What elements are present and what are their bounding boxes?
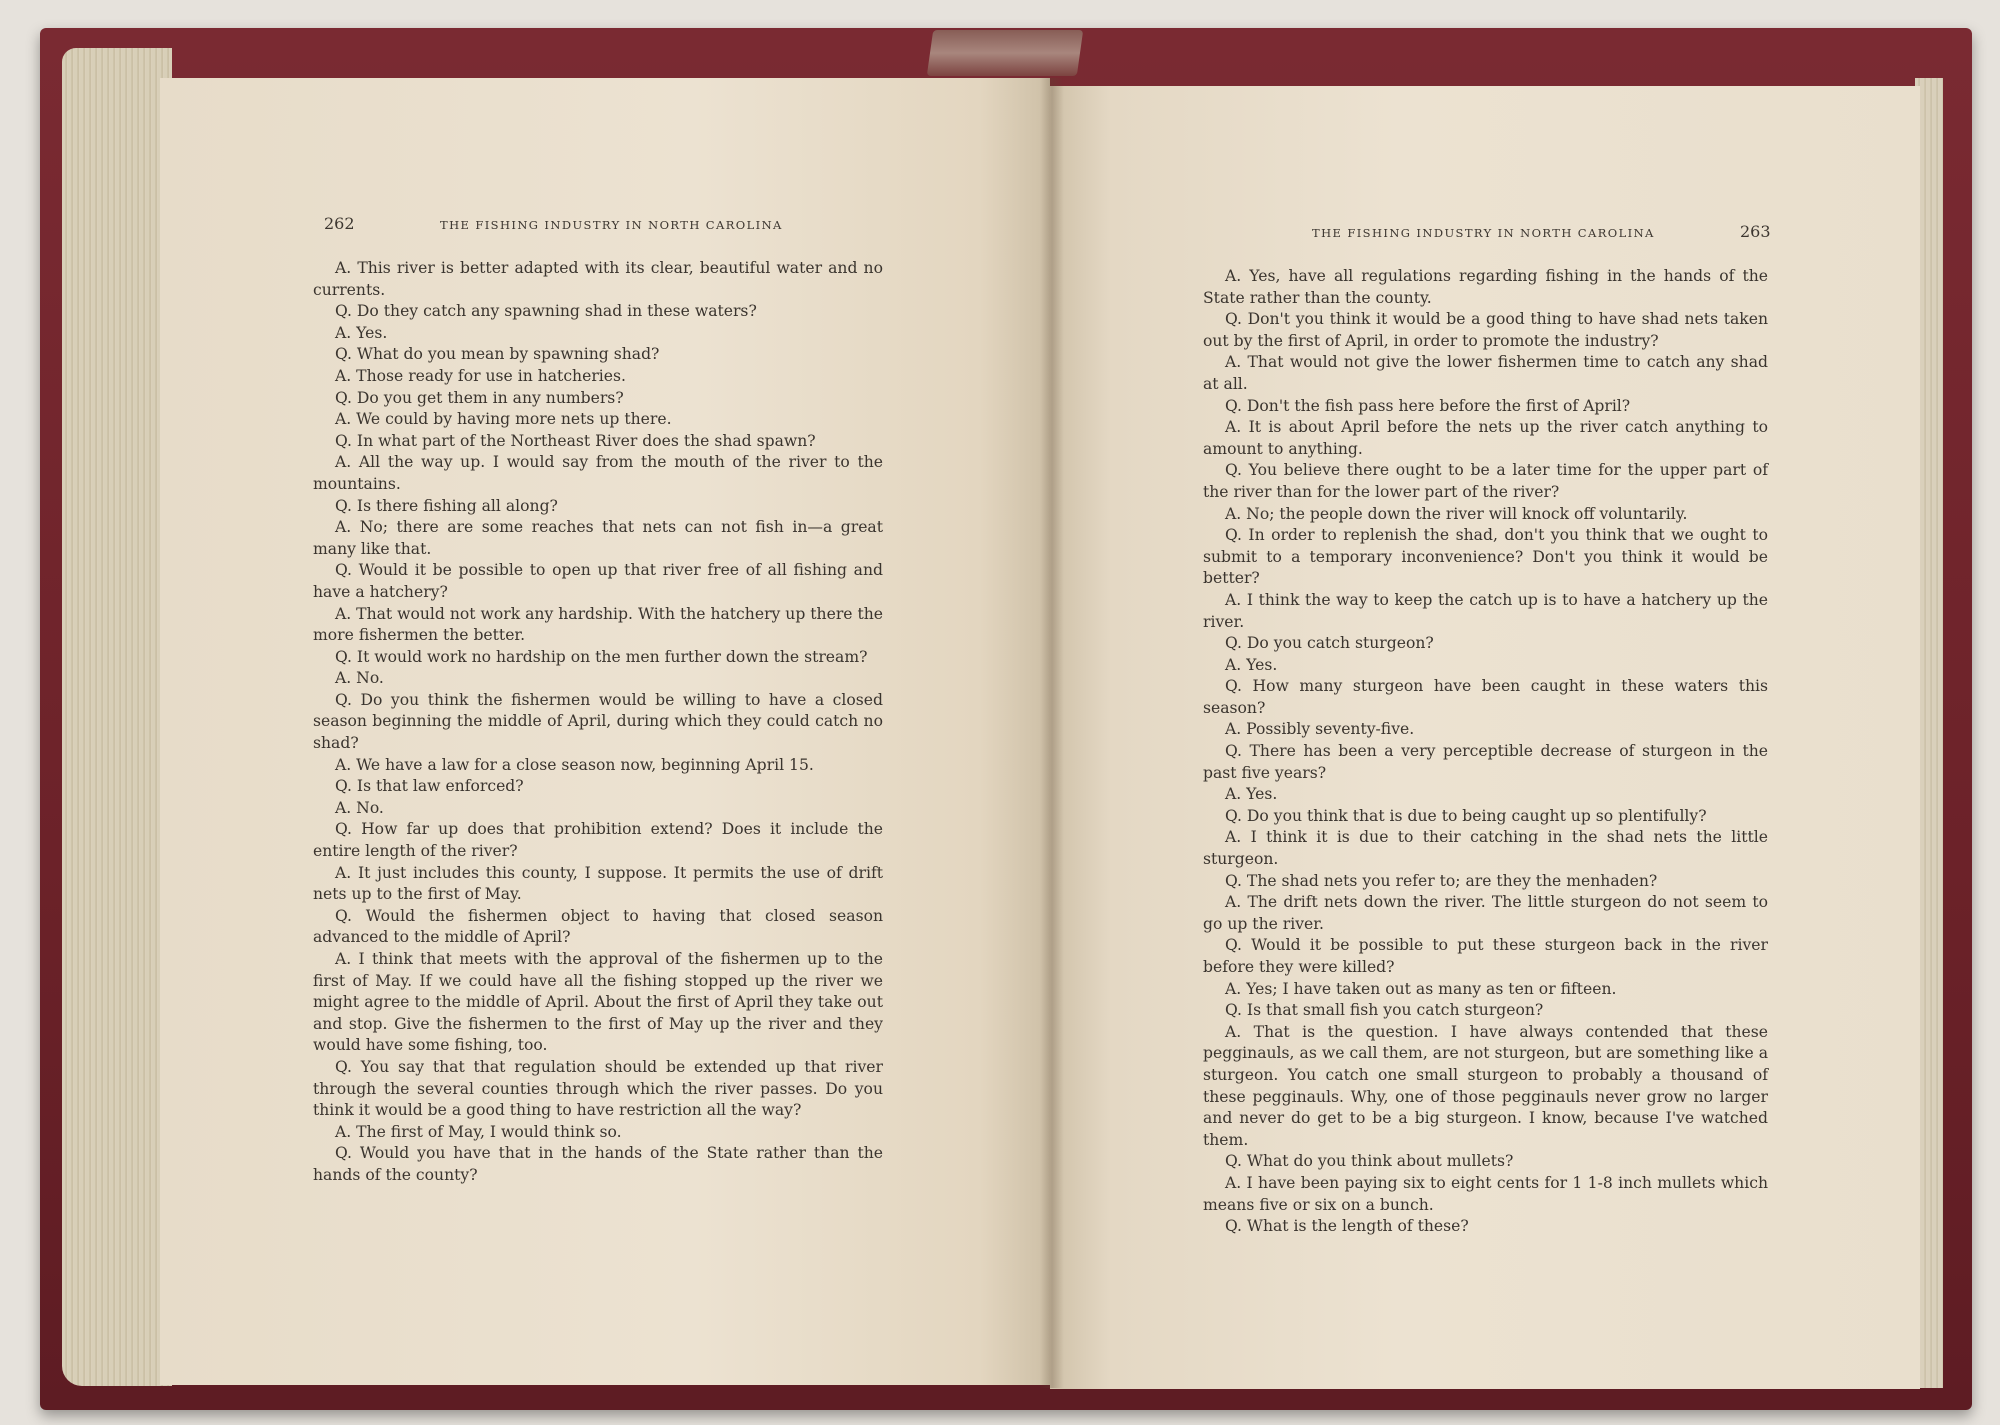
left-page (160, 78, 1050, 1385)
paragraph: A. The first of May, I would think so. (335, 1122, 622, 1141)
paragraph: A. We have a law for a close season now, beginning April 15. (335, 755, 814, 774)
left-running-head: THE FISHING INDUSTRY IN NORTH CAROLINA (440, 218, 783, 232)
right-page (1050, 86, 1920, 1389)
paragraph: A. Yes. (1225, 655, 1278, 674)
paragraph: Q. Don't the fish pass here before the first of April? (1225, 396, 1631, 415)
paragraph: Q. Do you think that is due to being caught up so plentifully? (1225, 806, 1707, 825)
paragraph: Q. It would work no hardship on the men further down the stream? (335, 647, 868, 666)
left-page-text (313, 258, 883, 1187)
paragraph: Q. How far up does that prohibition extend? Does it include the entire length of the river? (313, 820, 883, 861)
paragraph: Q. Do they catch any spawning shad in these waters? (335, 302, 757, 321)
paragraph: A. I think the way to keep the catch up is to have a hatchery up the river. (1203, 590, 1768, 631)
paragraph: A. Yes. (1225, 785, 1278, 804)
paragraph: A. That would not work any hardship. With the hatchery up there the more fishermen the better. (313, 604, 883, 645)
paragraph: Q. You say that that regulation should be extended up that river through the several counties through which the river passes. Do you think it would be a good thing to have restriction all the way? (313, 1057, 883, 1120)
paragraph: A. No. (335, 669, 384, 688)
paragraph: Q. In order to replenish the shad, don't you think that we ought to submit to a temporary inconvenience? Don't you think it would be better? (1203, 526, 1768, 588)
paragraph: A. The drift nets down the river. The little sturgeon do not seem to go up the river. (1203, 893, 1768, 933)
paragraph: Q. You believe there ought to be a later time for the upper part of the river than for the lower part of the river? (1203, 461, 1768, 501)
paragraph: A. We could by having more nets up there. (335, 410, 672, 429)
paragraph: A. No; there are some reaches that nets can not fish in—a great many like that. (313, 518, 883, 558)
left-page-number: 262 (324, 214, 355, 233)
paragraph: Q. Don't you think it would be a good thing to have shad nets taken out by the first of April, in order to promote the industry? (1203, 310, 1768, 350)
paragraph: Q. What do you think about mullets? (1225, 1152, 1514, 1171)
paragraph: Q. Would it be possible to open up that river free of all fishing and have a hatchery? (313, 561, 883, 601)
paragraph: Q. The shad nets you refer to; are they the menhaden? (1225, 871, 1658, 890)
paragraph: A. Possibly seventy-five. (1225, 720, 1415, 739)
paragraph: Q. Is there fishing all along? (335, 496, 558, 515)
paragraph: Q. What do you mean by spawning shad? (335, 345, 660, 364)
book-gutter (1040, 78, 1064, 1388)
paragraph: Q. What is the length of these? (1225, 1217, 1469, 1236)
paragraph: Q. Is that small fish you catch sturgeon? (1225, 1001, 1544, 1020)
page-edges-left (62, 48, 172, 1386)
paragraph: Q. Would it be possible to put these sturgeon back in the river before they were killed? (1203, 936, 1768, 976)
paragraph: A. That is the question. I have always contended that these pegginauls, as we call them, are not sturgeon, but are something like a sturgeon. You catch one small sturgeon to probably a thousand of these pegginauls. Why, one of those pegginauls never grow no larger and never do get to be a big sturgeon. I know, because I've watched them. (1203, 1022, 1768, 1149)
paragraph: A. Yes. (335, 323, 388, 342)
paragraph: Q. How many sturgeon have been caught in these waters this season? (1203, 677, 1768, 717)
paragraph: Q. Is that law enforced? (335, 777, 524, 796)
right-page-number: 263 (1740, 222, 1771, 241)
paragraph: A. It just includes this county, I suppose. It permits the use of drift nets up to the first of May. (313, 863, 883, 904)
paragraph: A. All the way up. I would say from the mouth of the river to the mountains. (313, 453, 883, 493)
paragraph: A. Yes, have all regulations regarding fishing in the hands of the State rather than the county. (1203, 267, 1768, 307)
paragraph: A. No. (335, 798, 384, 817)
spine-wear (927, 30, 1083, 76)
paragraph: Q. Do you catch sturgeon? (1225, 634, 1434, 653)
paragraph: A. I think it is due to their catching in the shad nets the little sturgeon. (1203, 828, 1768, 869)
paragraph: Q. There has been a very perceptible decrease of sturgeon in the past five years? (1203, 742, 1768, 782)
paragraph: Q. Do you get them in any numbers? (335, 388, 624, 407)
paragraph: A. That would not give the lower fishermen time to catch any shad at all. (1203, 353, 1768, 393)
paragraph: A. It is about April before the nets up the river catch anything to amount to anything. (1203, 418, 1768, 458)
paragraph: Q. In what part of the Northeast River does the shad spawn? (335, 431, 816, 450)
paragraph: A. This river is better adapted with its clear, beautiful water and no currents. (313, 259, 883, 299)
paragraph: A. Yes; I have taken out as many as ten or fifteen. (1225, 979, 1617, 998)
paragraph: A. I think that meets with the approval of the fishermen up to the first of May. If we could have all the fishing stopped up the river we might agree to the middle of April. About the first of April they take out and stop. Give the fishermen to the first of May up the river and they would have some fishing, too. (313, 950, 883, 1055)
paragraph: Q. Do you think the fishermen would be willing to have a closed season beginning the middle of April, during which they could catch no shad? (313, 690, 883, 753)
right-page-text (1203, 266, 1768, 1238)
paragraph: A. Those ready for use in hatcheries. (335, 366, 626, 385)
paragraph: Q. Would you have that in the hands of the State rather than the hands of the county? (313, 1144, 883, 1184)
right-running-head: THE FISHING INDUSTRY IN NORTH CAROLINA (1312, 226, 1655, 240)
paragraph: A. No; the people down the river will knock off voluntarily. (1225, 504, 1688, 523)
paragraph: A. I have been paying six to eight cents for 1 1-8 inch mullets which means five or six on a bunch. (1203, 1173, 1768, 1214)
paragraph: Q. Would the fishermen object to having that closed season advanced to the middle of April? (313, 906, 883, 947)
